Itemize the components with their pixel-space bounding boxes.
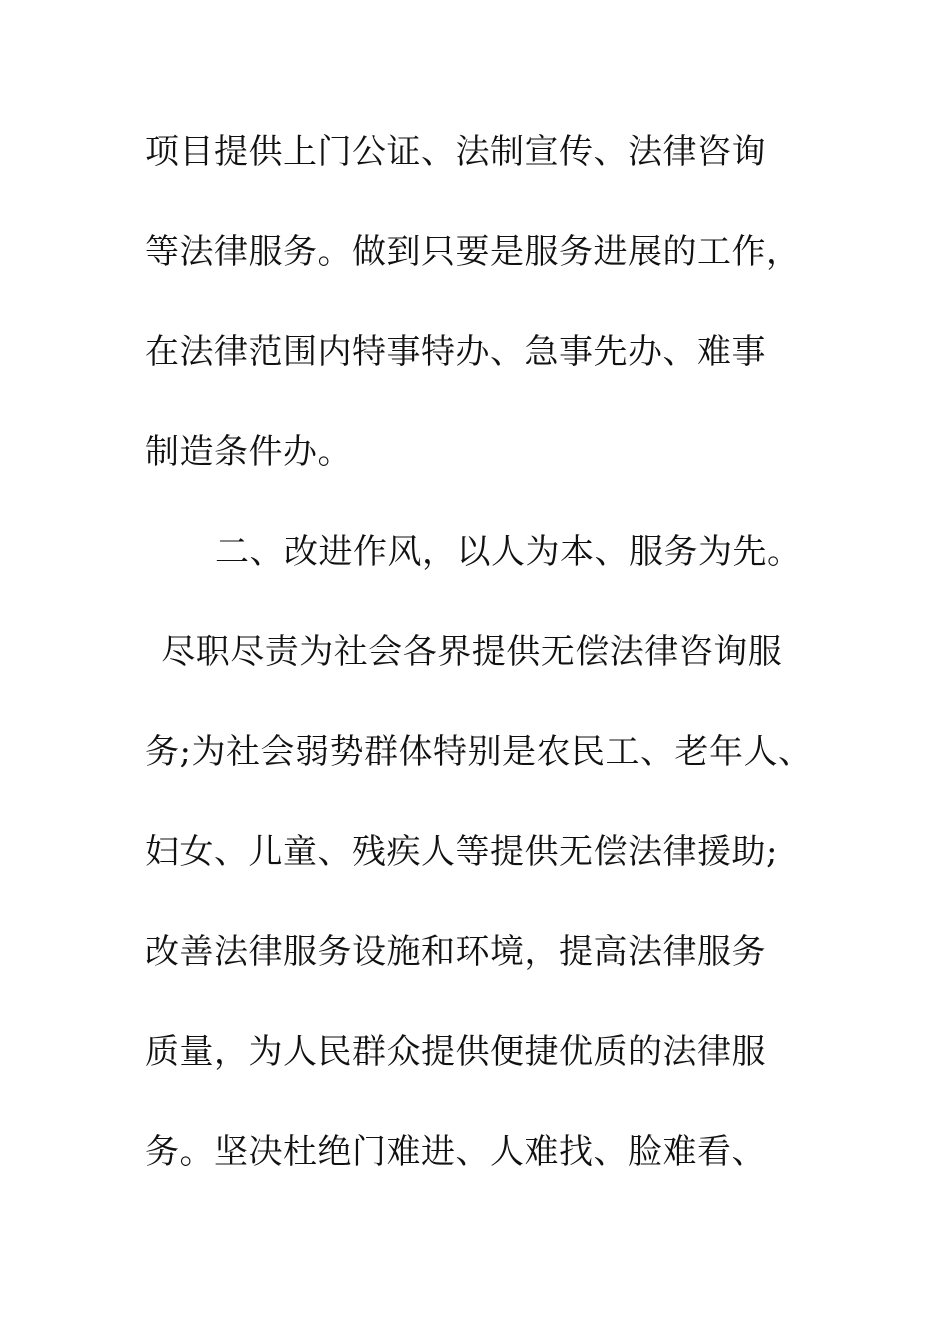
text-line: 质量，为人民群众提供便捷优质的法律服 <box>145 1032 766 1072</box>
section-heading: 二、改进作风，以人为本、服务为先。 <box>215 532 802 572</box>
text-line: 制造条件办。 <box>145 432 352 472</box>
text-line: 务。坚决杜绝门难进、人难找、脸难看、 <box>145 1132 766 1172</box>
text-line: 等法律服务。做到只要是服务进展的工作， <box>145 232 801 272</box>
text-line: 改善法律服务设施和环境，提高法律服务 <box>145 932 766 972</box>
text-line: 妇女、儿童、残疾人等提供无偿法律援助; <box>145 832 778 872</box>
text-line: 务;为社会弱势群体特别是农民工、老年人、 <box>145 732 813 772</box>
text-line: 项目提供上门公证、法制宣传、法律咨询 <box>145 132 766 172</box>
text-line: 在法律范围内特事特办、急事先办、难事 <box>145 332 766 372</box>
text-line: 尽职尽责为社会各界提供无偿法律咨询服 <box>150 632 783 672</box>
